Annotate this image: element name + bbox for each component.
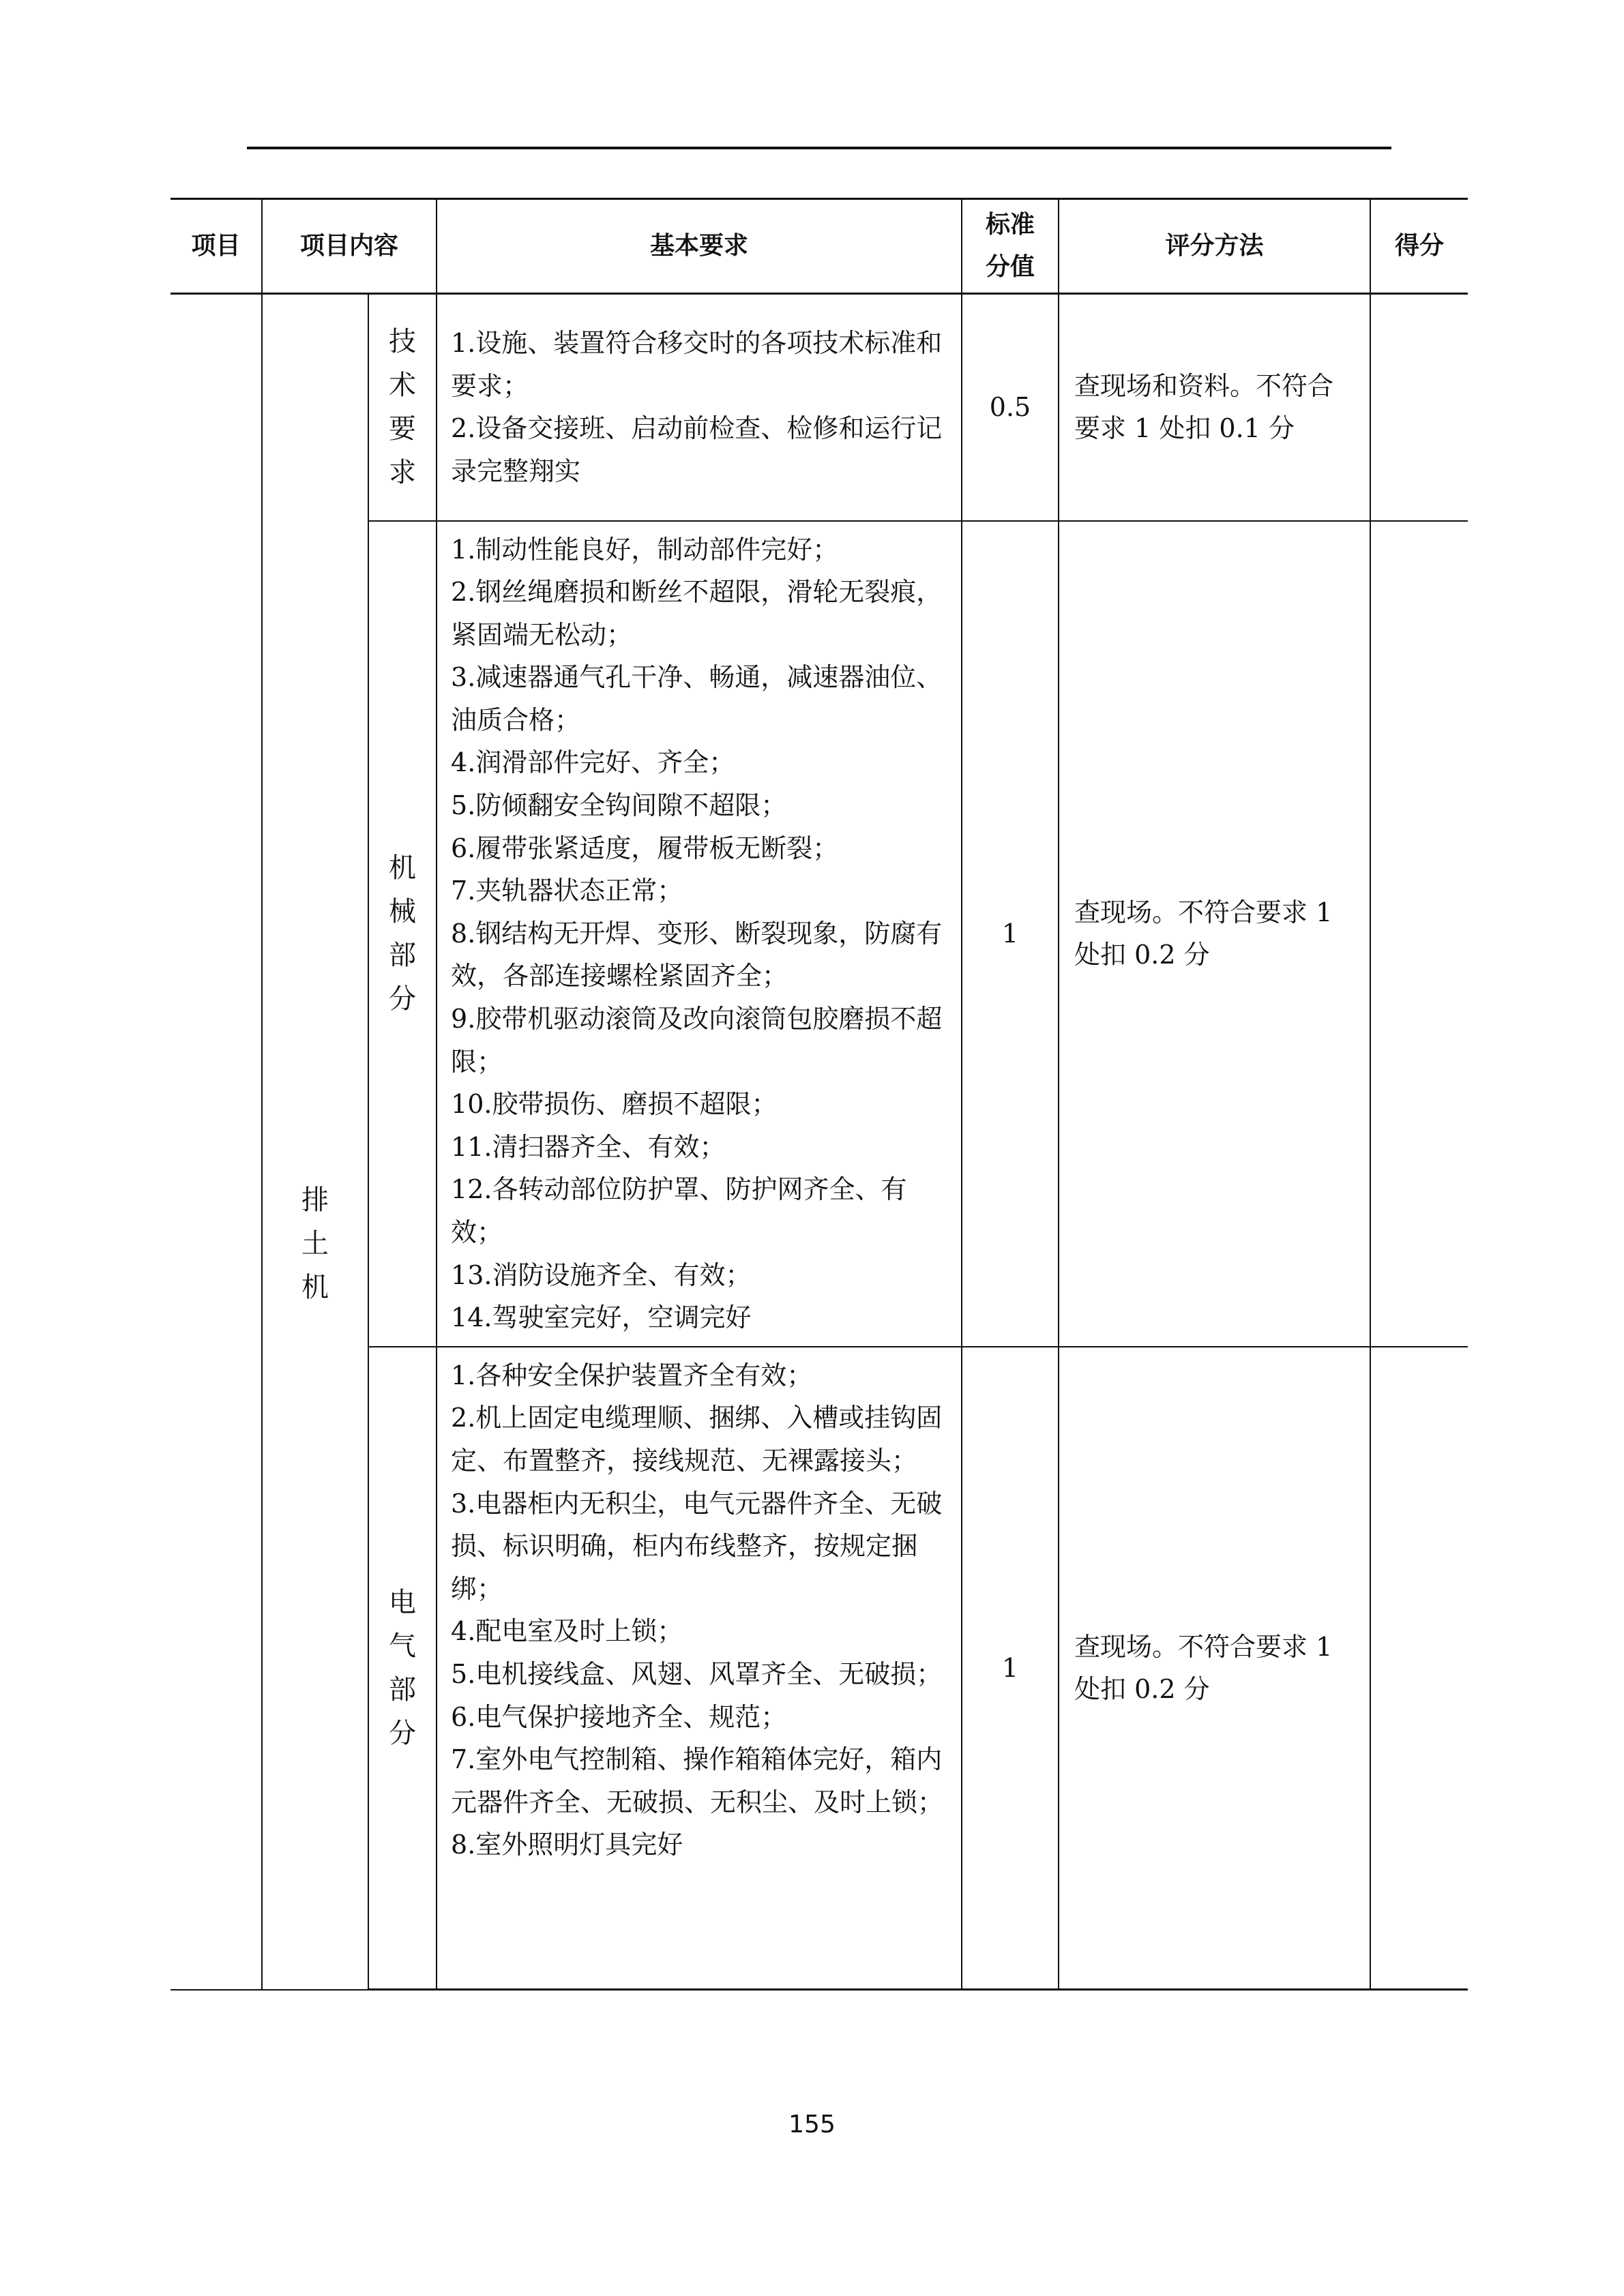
standard-score: 0.5 [962, 294, 1059, 521]
requirements-cell [437, 521, 962, 1347]
standard-score: 1 [962, 521, 1059, 1347]
project-empty-cell [171, 294, 262, 1990]
header-rule [247, 147, 1391, 149]
requirement-item: 2.设备交接班、启动前检查、检修和运行记录完整翔实 [451, 413, 943, 486]
header-standard-label: 标准分值 [986, 211, 1035, 281]
method-cell [1059, 521, 1370, 1347]
requirement-item: 11.清扫器齐全、有效； [451, 1131, 726, 1162]
section-name-cell [368, 294, 437, 521]
page-number: 155 [788, 2111, 836, 2138]
method-text: 查现场。不符合要求 1 处扣 0.2 分 [1074, 897, 1333, 970]
requirements-cell [437, 294, 962, 521]
score-cell [1370, 521, 1468, 1347]
header-method: 评分方法 [1059, 199, 1370, 294]
requirement-item: 9.胶带机驱动滚筒及改向滚筒包胶磨损不超限； [451, 1004, 943, 1077]
section-name: 电气部分 [389, 1587, 416, 1750]
requirement-item: 4.配电室及时上锁； [451, 1616, 683, 1647]
scoring-table [171, 198, 1468, 1991]
header-project: 项目 [171, 199, 262, 294]
section-name: 机械部分 [389, 852, 416, 1015]
requirement-item: 1.制动性能良好，制动部件完好； [451, 534, 839, 565]
requirements-cell [437, 1347, 962, 1990]
requirement-item: 7.夹轨器状态正常； [451, 876, 683, 906]
section-name-cell [368, 1347, 437, 1990]
score-cell [1370, 1347, 1468, 1990]
method-cell [1059, 294, 1370, 521]
requirement-item: 14.驾驶室完好，空调完好 [451, 1302, 752, 1333]
requirement-item: 3.电器柜内无积尘，电气元器件齐全、无破损、标识明确，柜内布线整齐，按规定捆绑； [451, 1488, 943, 1604]
standard-score: 1 [962, 1347, 1059, 1990]
table-row [171, 294, 1468, 521]
requirement-item: 1.各种安全保护装置齐全有效； [451, 1360, 813, 1390]
project-name-cell [262, 294, 368, 1990]
requirement-item: 5.防倾翻安全钩间隙不超限； [451, 790, 787, 821]
requirement-item: 1.设施、装置符合移交时的各项技术标准和要求； [451, 328, 943, 401]
requirement-item: 4.润滑部件完好、齐全； [451, 747, 735, 778]
header-content: 项目内容 [262, 199, 437, 294]
header-score: 得分 [1370, 199, 1468, 294]
header-requirement: 基本要求 [437, 199, 962, 294]
table-header-row [171, 199, 1468, 294]
section-name: 技术要求 [389, 326, 416, 489]
score-cell [1370, 294, 1468, 521]
requirement-item: 3.减速器通气孔干净、畅通，减速器油位、油质合格； [451, 662, 943, 735]
header-standard [962, 199, 1059, 294]
project-name: 排土机 [301, 1184, 329, 1304]
requirement-item: 8.钢结构无开焊、变形、断裂现象，防腐有效，各部连接螺栓紧固齐全； [451, 918, 943, 992]
requirement-item: 7.室外电气控制箱、操作箱箱体完好，箱内元器件齐全、无破损、无积尘、及时上锁； [451, 1744, 944, 1817]
method-text: 查现场。不符合要求 1 处扣 0.2 分 [1074, 1632, 1333, 1705]
section-name-cell [368, 521, 437, 1347]
requirement-item: 13.消防设施齐全、有效； [451, 1259, 752, 1290]
requirement-item: 12.各转动部位防护罩、防护网齐全、有效； [451, 1174, 907, 1247]
method-text: 查现场和资料。不符合要求 1 处扣 0.1 分 [1074, 371, 1334, 444]
method-cell [1059, 1347, 1370, 1990]
requirement-item: 6.履带张紧适度，履带板无断裂； [451, 833, 839, 863]
requirement-item: 2.钢丝绳磨损和断丝不超限，滑轮无裂痕，紧固端无松动； [451, 577, 943, 650]
requirement-item: 2.机上固定电缆理顺、捆绑、入槽或挂钩固定、布置整齐，接线规范、无裸露接头； [451, 1403, 943, 1476]
requirement-item: 5.电机接线盒、风翅、风罩齐全、无破损； [451, 1658, 943, 1689]
requirement-item: 10.胶带损伤、磨损不超限； [451, 1089, 778, 1120]
requirement-item: 6.电气保护接地齐全、规范； [451, 1701, 787, 1732]
requirement-item: 8.室外照明灯具完好 [451, 1830, 683, 1860]
